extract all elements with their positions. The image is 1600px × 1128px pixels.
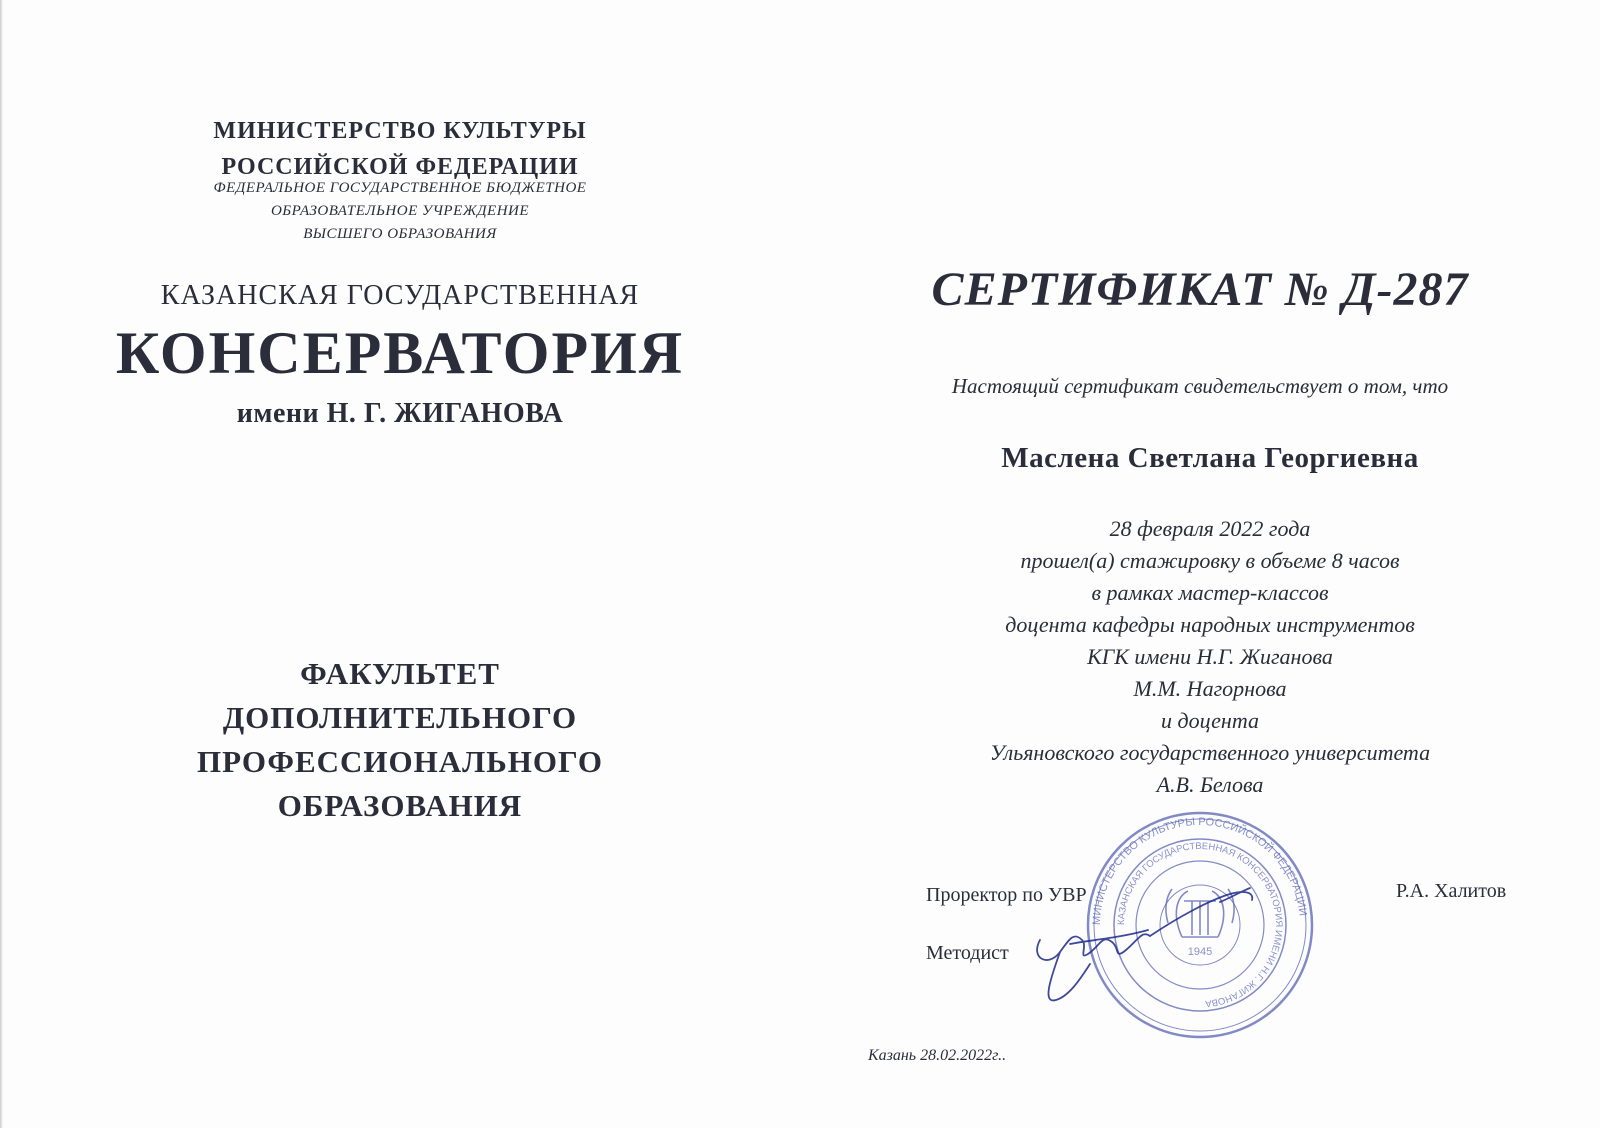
faculty-line-2: ДОПОЛНИТЕЛЬНОГО <box>222 700 578 735</box>
seal-inner-textpath: КАЗАНСКАЯ ГОСУДАРСТВЕННАЯ КОНСЕРВАТОРИЯ ИМЕНИ Н.Г. ЖИГАНОВА <box>1115 840 1285 1009</box>
federal-line-3: ВЫСШЕГО ОБРАЗОВАНИЯ <box>303 226 497 242</box>
certificate-title: СЕРТИФИКАТ № Д-287 <box>931 263 1469 316</box>
faculty-line-4: ОБРАЗОВАНИЯ <box>277 788 523 823</box>
body-line-university: Ульяновского государственного университета <box>989 740 1431 765</box>
institution-name: КОНСЕРВАТОРИЯ <box>115 320 685 386</box>
federal-line-2: ОБРАЗОВАТЕЛЬНОЕ УЧРЕЖДЕНИЕ <box>270 203 530 219</box>
institution-line1: КАЗАНСКАЯ ГОСУДАРСТВЕННАЯ <box>160 280 640 311</box>
faculty-line-3: ПРОФЕССИОНАЛЬНОГО <box>196 744 604 779</box>
body-line-belov: А.В. Белова <box>1156 772 1264 797</box>
seal-year: 1945 <box>1187 946 1213 958</box>
institution-honorific: имени Н. Г. ЖИГАНОВА <box>236 398 564 429</box>
methodist-label: Методист <box>926 942 1009 964</box>
prorector-name: Р.А. Халитов <box>1396 880 1507 902</box>
seal-outer-textpath: МИНИСТЕРСТВО КУЛЬТУРЫ РОССИЙСКОЙ ФЕДЕРАЦИИ <box>1090 815 1309 926</box>
body-line-date: 28 февраля 2022 года <box>1109 516 1311 541</box>
recipient-name: Маслена Светлана Георгиевна <box>1001 442 1419 474</box>
ministry-title-line1: МИНИСТЕРСТВО КУЛЬТУРЫ <box>213 118 587 144</box>
body-line-and: и доцента <box>1160 708 1259 733</box>
ministry-title-line2: РОССИЙСКОЙ ФЕДЕРАЦИИ <box>221 154 579 180</box>
certificate-subtitle: Настоящий сертификат свидетельствует о том, что <box>951 374 1449 398</box>
body-line-hours: прошел(а) стажировку в объеме 8 часов <box>1020 548 1400 573</box>
prorector-label: Проректор по УВР <box>926 884 1087 906</box>
body-line-nagornov: М.М. Нагорнова <box>1133 676 1287 701</box>
page-fold-shadow <box>0 0 3 1128</box>
federal-line-1: ФЕДЕРАЛЬНОЕ ГОСУДАРСТВЕННОЕ БЮДЖЕТНОЕ <box>213 180 587 196</box>
body-line-kgk: КГК имени Н.Г. Жиганова <box>1087 644 1333 669</box>
body-line-department: доцента кафедры народных инструментов <box>1005 612 1415 637</box>
city-date: Казань 28.02.2022г.. <box>868 1047 1007 1064</box>
faculty-line-1: ФАКУЛЬТЕТ <box>300 656 500 691</box>
body-line-masterclass: в рамках мастер-классов <box>1091 580 1329 605</box>
